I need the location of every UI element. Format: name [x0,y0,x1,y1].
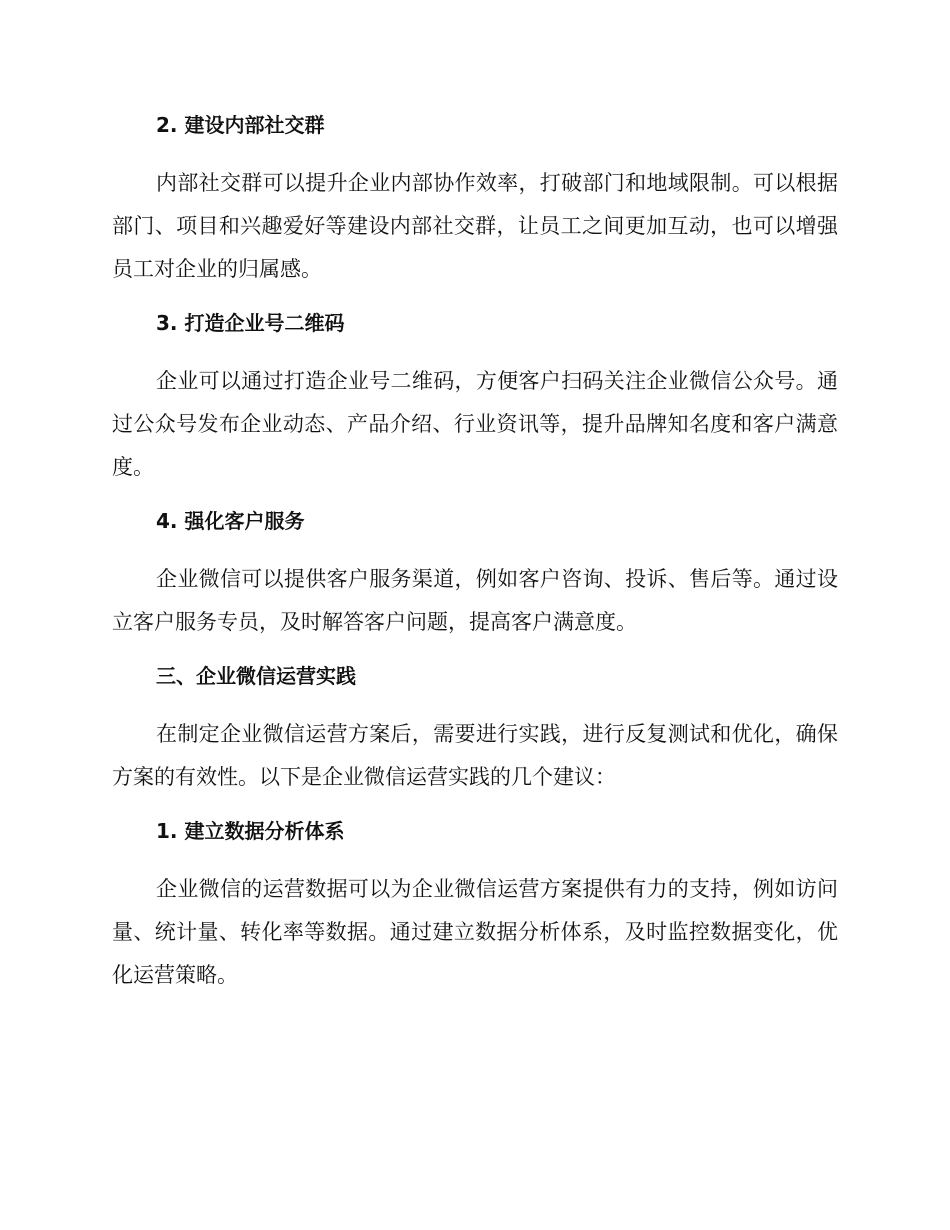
section-heading-data-analysis: 1. 建立数据分析体系 [156,819,345,843]
section-paragraph-data-analysis: 企业微信的运营数据可以为企业微信运营方案提供有力的支持，例如访问量、统计量、转化率等数据。通过建立数据分析体系，及时监控数据变化，优化运营策略。 [112,877,838,987]
section-paragraph-internal-groups: 内部社交群可以提升企业内部协作效率，打破部门和地域限制。可以根据部门、项目和兴趣爱好等建设内部社交群，让员工之间更加互动，也可以增强员工对企业的归属感。 [112,171,838,281]
section-heading-customer-service: 4. 强化客户服务 [156,509,305,533]
section-heading-internal-groups: 2. 建设内部社交群 [156,113,325,137]
section-paragraph-customer-service: 企业微信可以提供客户服务渠道，例如客户咨询、投诉、售后等。通过设立客户服务专员，及时解答客户问题，提高客户满意度。 [112,567,838,634]
section-heading-qr-code: 3. 打造企业号二维码 [156,311,345,335]
section-paragraph-practice: 在制定企业微信运营方案后，需要进行实践，进行反复测试和优化，确保方案的有效性。以下是企业微信运营实践的几个建议： [112,722,838,789]
section-paragraph-qr-code: 企业可以通过打造企业号二维码，方便客户扫码关注企业微信公众号。通过公众号发布企业动态、产品介绍、行业资讯等，提升品牌知名度和客户满意度。 [112,369,838,479]
section-heading-practice: 三、企业微信运营实践 [156,664,356,688]
